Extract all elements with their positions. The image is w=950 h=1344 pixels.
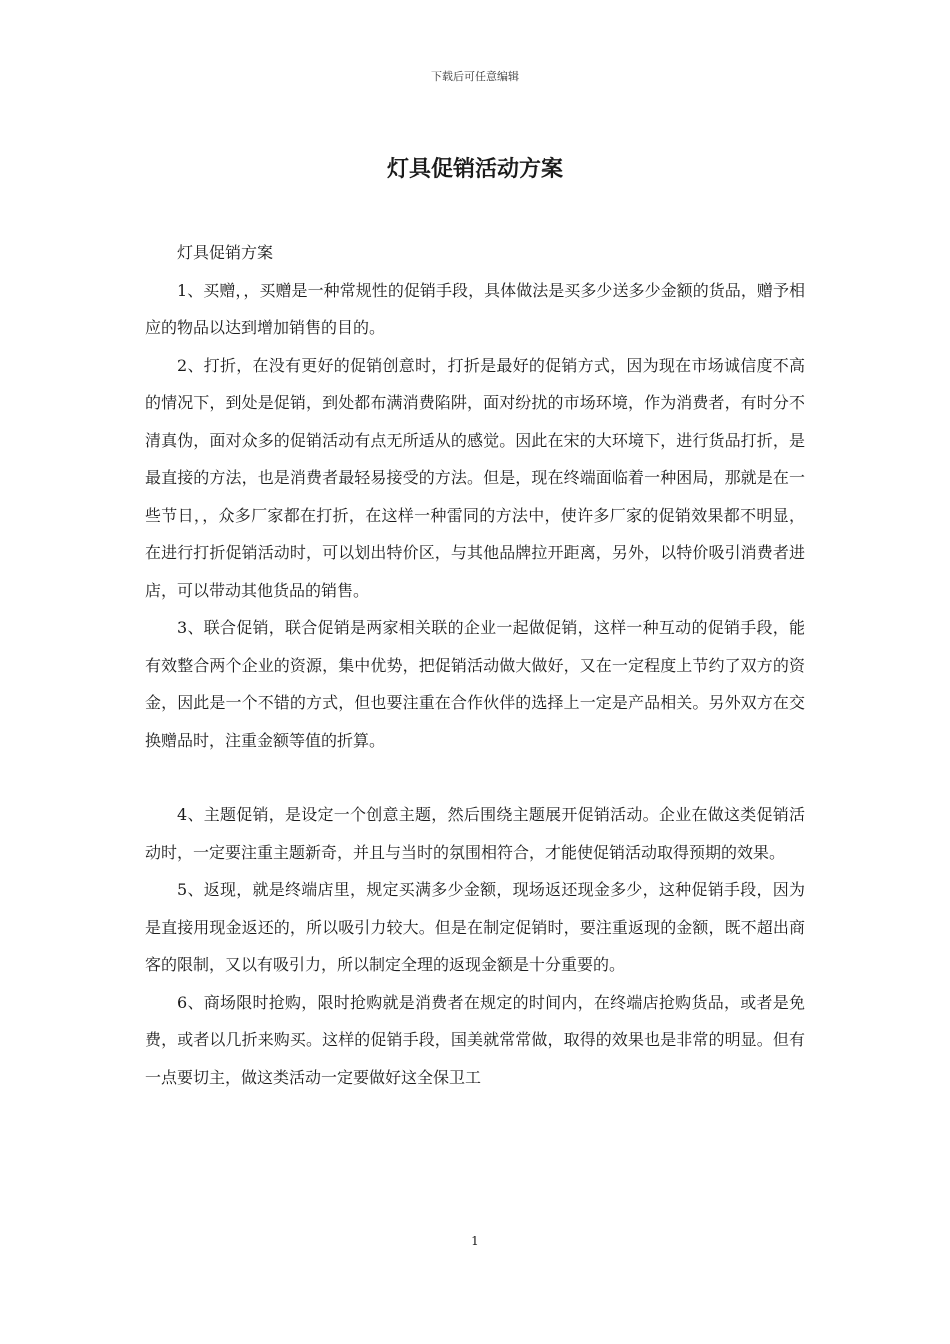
paragraph-5: 5、返现，就是终端店里，规定买满多少金额，现场返还现金多少，这种促销手段，因为是直接用现金返还的，所以吸引力较大。但是在制定促销时，要注重返现的金额，既不超出商客的限制，又以有吸引力，所以制定全理的返现金额是十分重要的。 [145,880,805,974]
document-title: 灯具促销活动方案 [386,156,563,182]
paragraph-6: 6、商场限时抢购，限时抢购就是消费者在规定的时间内，在终端店抢购货品，或者是免费，或者以几折来购买。这样的促销手段，国美就常常做，取得的效果也是非常的明显。但有一点要切主，做这类活动一定要做好这全保卫工 [145,992,805,1087]
paragraph-4: 4、主题促销，是设定一个创意主题，然后围绕主题展开促销活动。企业在做这类促销活动时，一定要注重主题新奇，并且与当时的氛围相符合，才能使促销活动取得预期的效果。 [145,805,805,862]
paragraph-1: 1、买赠，，买赠是一种常规性的促销手段，具体做法是买多少送多少金额的货品，赠予相应的物品以达到增加销售的目的。 [145,280,805,337]
page-number: 1 [471,1234,479,1248]
header-note: 下载后可任意编辑 [431,70,519,83]
document-body [145,234,805,1096]
paragraph-2: 2、打折，在没有更好的促销创意时，打折是最好的促销方式，因为现在市场诚信度不高的情况下，到处是促销，到处都布满消费陷阱，面对纷扰的市场环境，作为消费者，有时分不清真伪，面对众多的促销活动有点无所适从的感觉。因此在宋的大环境下，进行货品打折，是最直接的方法，也是消费者最轻易接受的方法。但是，现在终端面临着一种困局，那就是在一些节日，，众多厂家都在打折，在这样一种雷同的方法中，使许多厂家的促销效果都不明显，在进行打折促销活动时，可以划出特价区，与其他品牌拉开距离，另外，以特价吸引消费者进店，可以带动其他货品的销售。 [145,355,805,600]
paragraph-intro: 灯具促销方案 [177,243,274,262]
paragraph-3: 3、联合促销，联合促销是两家相关联的企业一起做促销，这样一种互动的促销手段，能有效整合两个企业的资源，集中优势，把促销活动做大做好，又在一定程度上节约了双方的资金，因此是一个不错的方式，但也要注重在合作伙伴的选择上一定是产品相关。另外双方在交换赠品时，注重金额等值的折算。 [145,618,805,750]
